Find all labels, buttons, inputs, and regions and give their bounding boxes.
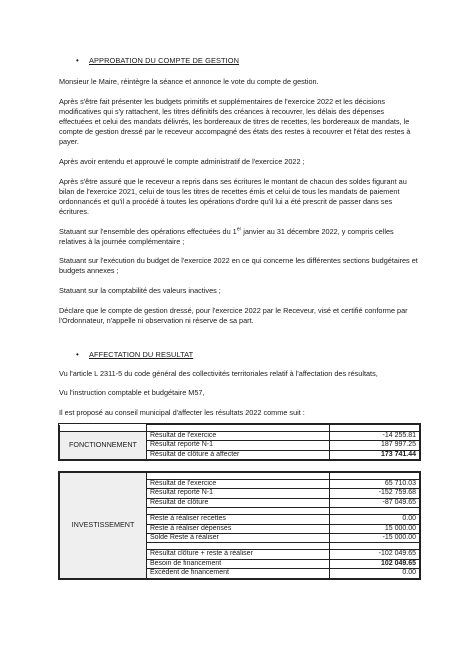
row-value: 173 741.44 [330,450,420,459]
bullet-icon: • [76,56,79,65]
bullet-icon: • [76,350,79,359]
row-value: 0.00 [330,569,420,578]
row-value: -14 255.81 [330,432,420,441]
statuant-text: Statuant sur l'ensemble des opérations effectuées du 1 [59,227,237,236]
row-value: 0.00 [330,515,420,524]
table-investissement [58,471,421,580]
row-value: -102 049.65 [330,550,420,559]
paragraph: Monsieur le Maire, réintègre la séance et annonce le vote du compte de gestion. [59,77,319,86]
table-row [60,432,420,441]
category-cell: INVESTISSEMENT [60,473,147,579]
row-label: Excédent de financement [147,569,330,578]
row-label: Reste à réaliser dépenses [147,524,330,533]
row-value: -15 000.00 [330,534,420,543]
row-label: Solde Reste à réaliser [147,534,330,543]
row-label: Résultat de l'exercice [147,432,330,441]
row-label: Reste à réaliser recettes [147,515,330,524]
paragraph: Statuant sur l'exécution du budget de l'exercice 2022 en ce qui concerne les différentes sections budgétaires et budgets annexes ; [59,256,418,275]
paragraph: Après avoir entendu et approuvé le compte administratif de l'exercice 2022 ; [59,157,305,166]
paragraph: Statuant sur la comptabilité des valeurs inactives ; [59,286,221,295]
table-fonctionnement [58,423,421,461]
statuant-text-rest: janvier au 31 décembre 2022, y compris celles relatives à la journée complémentaire ; [59,227,394,246]
section-title: AFFECTATION DU RESULTAT [89,350,194,359]
row-label: Résultat de clôture [147,498,330,507]
section-heading-approbation [76,56,240,65]
section-heading-affectation [76,350,194,359]
row-value: -87 049.65 [330,498,420,507]
row-value: -152 759.68 [330,489,420,498]
paragraph: Après s'être fait présenter les budgets primitifs et supplémentaires de l'exercice 2022 et les décisions modificatives qui s'y rattachent, les titres définitifs des créances à recouvrer, les délais des dépenses effectuées et celui des mandats délivrés, les bordereaux de titres de recettes, les bordereaux de mandats, le compte de gestion dressé par le receveur accompagné des états des restes à recouvrer et l'état des restes à payer. [59,97,411,146]
row-value: 65 710.03 [330,480,420,489]
row-label: Résultat clôture + reste à réaliser [147,550,330,559]
row-value: 102 049.65 [330,559,420,568]
row-value: 187 997.25 [330,441,420,450]
paragraph: Vu l'instruction comptable et budgétaire M57, [59,388,205,397]
category-cell: FONCTIONNEMENT [60,432,147,460]
table-row [60,425,420,432]
row-label: Résultat reporté N-1 [147,489,330,498]
paragraph: Après s'être assuré que le receveur a repris dans ses écritures le montant de chacun des soldes figurant au bilan de l'exercice 2021, celui de tous les titres de recettes émis et celui de tous les mandats de paiement ordonnancés et qu'il a procédé à toutes les opérations d'ordre qu'il lui a été prescrit de passer dans ses écritures. [59,177,407,216]
paragraph: Il est proposé au conseil municipal d'affecter les résultats 2022 comme suit : [59,408,305,417]
section-title: APPROBATION DU COMPTE DE GESTION [89,56,240,65]
row-label: Résultat de l'exercice [147,480,330,489]
paragraph: Déclare que le compte de gestion dressé, pour l'exercice 2022 par le Receveur, visé et certifié conforme par l'Ordonnateur, n'appelle ni observation ni réserve de sa part. [59,306,408,325]
row-value: 15 000.00 [330,524,420,533]
table-row [60,473,420,480]
row-label: Besoin de financement [147,559,330,568]
ordinal-superscript: er [236,226,242,233]
paragraph: Vu l'article L 2311-5 du code général des collectivités territoriales relatif à l'affectation des résultats, [59,369,378,378]
row-label: Résultat reporté N-1 [147,441,330,450]
row-label: Résultat de clôture à affecter [147,450,330,459]
paragraph-statuant [59,227,419,247]
